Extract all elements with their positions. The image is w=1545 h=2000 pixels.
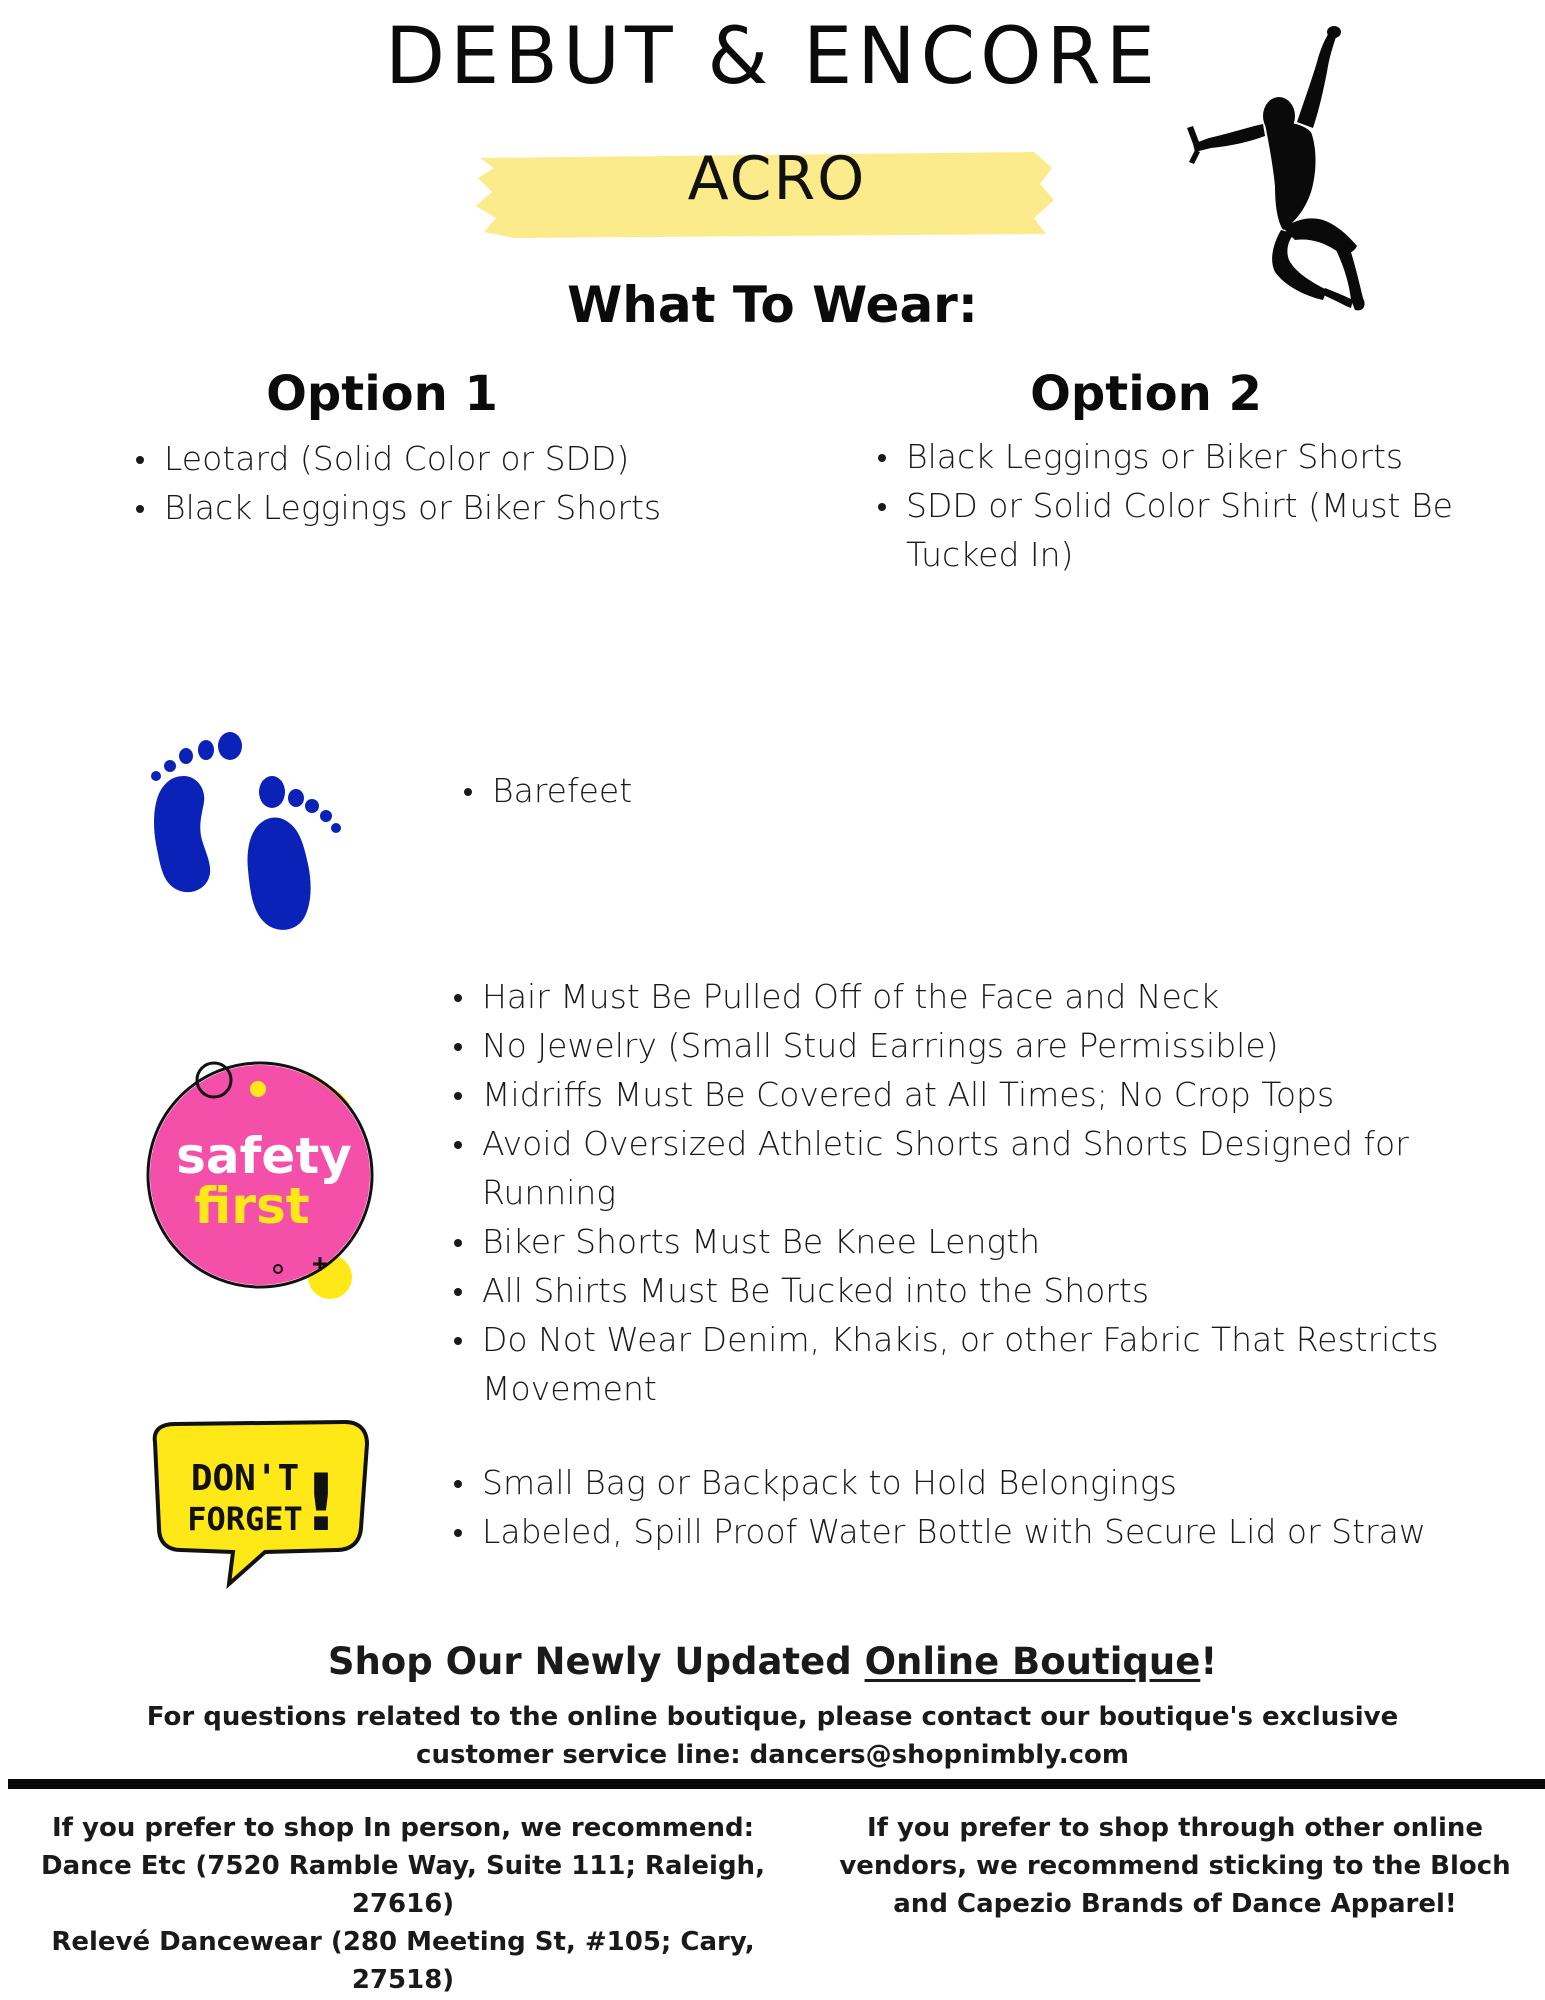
list-item: Do Not Wear Denim, Khakis, or other Fabric That Restricts Movement bbox=[450, 1315, 1470, 1413]
list-item: Leotard (Solid Color or SDD) bbox=[132, 434, 732, 483]
safety-first-badge bbox=[130, 1045, 390, 1305]
footer-in-person bbox=[18, 1809, 788, 1999]
list-item: Barefeet bbox=[460, 766, 1060, 815]
class-name: ACRO bbox=[687, 144, 867, 214]
dancer-silhouette-icon bbox=[1185, 24, 1410, 314]
contact-text bbox=[0, 1698, 1545, 1774]
section-title: What To Wear: bbox=[567, 276, 978, 334]
footer-line: Relevé Dancewear (280 Meeting St, #105; Cary, 27518) bbox=[51, 1927, 755, 1995]
list-item: Hair Must Be Pulled Off of the Face and Neck bbox=[450, 972, 1470, 1021]
reminder-list bbox=[450, 1458, 1490, 1556]
footwear-list bbox=[460, 766, 1060, 815]
footer-line: Dance Etc (7520 Ramble Way, Suite 111; Raleigh, 27616) bbox=[41, 1851, 765, 1919]
footer-line: and Capezio Brands of Dance Apparel! bbox=[893, 1889, 1457, 1919]
list-item: Black Leggings or Biker Shorts bbox=[132, 483, 732, 532]
online-boutique-link[interactable]: Online Boutique bbox=[864, 1640, 1201, 1683]
shop-heading bbox=[0, 1640, 1545, 1683]
divider bbox=[8, 1779, 1545, 1789]
badge-text-dont: DON'T bbox=[190, 1458, 300, 1499]
list-item: Black Leggings or Biker Shorts bbox=[874, 432, 1474, 481]
contact-line: For questions related to the online boutique, please contact our boutique's exclusive bbox=[146, 1702, 1399, 1732]
footprints-icon bbox=[140, 730, 370, 940]
list-item: Biker Shorts Must Be Knee Length bbox=[450, 1217, 1470, 1266]
badge-text-first: first bbox=[194, 1177, 310, 1235]
footer-online bbox=[830, 1809, 1520, 1923]
dont-forget-badge bbox=[145, 1418, 375, 1593]
list-item: Midriffs Must Be Covered at All Times; No Crop Tops bbox=[450, 1070, 1470, 1119]
option-1-list bbox=[132, 434, 732, 532]
option-1-title: Option 1 bbox=[266, 366, 498, 422]
contact-line: customer service line: dancers@shopnimbly.com bbox=[416, 1740, 1129, 1770]
option-2-list bbox=[874, 432, 1474, 579]
badge-text-forget: FORGET bbox=[187, 1500, 303, 1538]
shop-suffix: ! bbox=[1200, 1640, 1218, 1683]
list-item: Avoid Oversized Athletic Shorts and Shorts Designed for Running bbox=[450, 1119, 1470, 1217]
shop-prefix: Shop Our Newly Updated bbox=[327, 1640, 865, 1683]
footer-line: If you prefer to shop through other online bbox=[866, 1813, 1484, 1843]
list-item: Small Bag or Backpack to Hold Belongings bbox=[450, 1458, 1490, 1507]
list-item: No Jewelry (Small Stud Earrings are Permissible) bbox=[450, 1021, 1470, 1070]
list-item: SDD or Solid Color Shirt (Must Be Tucked In) bbox=[874, 481, 1474, 579]
footer-line: If you prefer to shop In person, we recommend: bbox=[52, 1813, 754, 1843]
option-2-title: Option 2 bbox=[1030, 366, 1262, 422]
safety-list bbox=[450, 972, 1470, 1413]
list-item: Labeled, Spill Proof Water Bottle with Secure Lid or Straw bbox=[450, 1507, 1490, 1556]
page-title: DEBUT & ENCORE bbox=[385, 12, 1160, 102]
footer-line: vendors, we recommend sticking to the Bloch bbox=[839, 1851, 1511, 1881]
list-item: All Shirts Must Be Tucked into the Shorts bbox=[450, 1266, 1470, 1315]
badge-text-exclamation: ! bbox=[303, 1459, 339, 1549]
badge-text-safety: safety bbox=[176, 1127, 352, 1185]
